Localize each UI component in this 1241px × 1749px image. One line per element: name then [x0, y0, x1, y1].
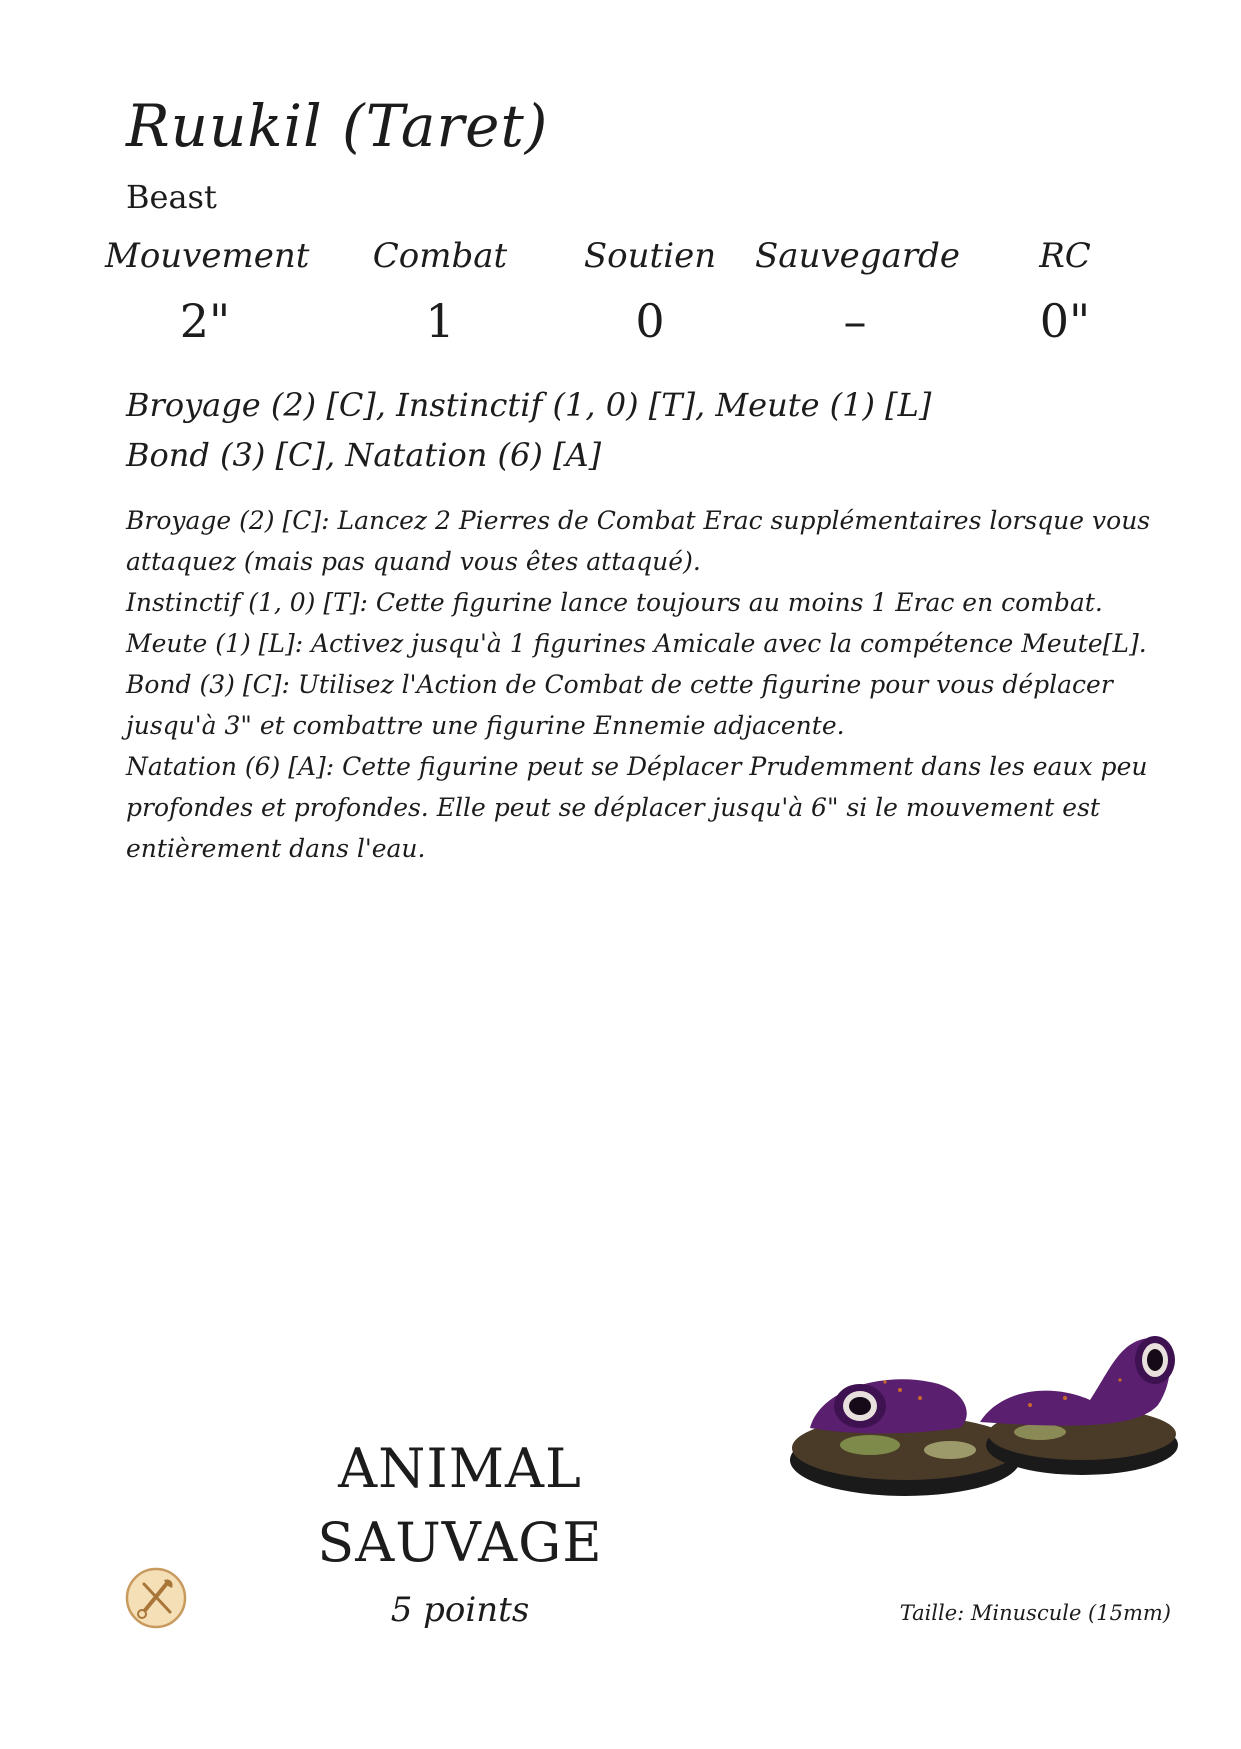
stat-label: Soutien — [583, 236, 717, 276]
stat-value: 1 — [425, 294, 455, 348]
stat-rc — [965, 236, 1165, 348]
abilities-summary — [126, 380, 931, 480]
ability-text-line: Natation (6) [A]: Cette figurine peut se Déplacer Prudemment dans les eaux peu — [126, 752, 1148, 781]
stat-value: – — [843, 294, 867, 348]
points-cost: 5 points — [390, 1590, 530, 1630]
stat-value: 0" — [1039, 294, 1091, 348]
miniature-photo — [790, 1310, 1180, 1510]
ability-text-line: Instinctif (1, 0) [T]: Cette figurine lance toujours au moins 1 Erac en combat. — [126, 588, 1103, 617]
category-label — [300, 1432, 620, 1580]
ability-text-line: profondes et profondes. Elle peut se déplacer jusqu'à 6" si le mouvement est — [126, 793, 1100, 822]
unit-type: Beast — [126, 178, 217, 216]
abilities-detail — [126, 500, 1151, 869]
ability-text-line: entièrement dans l'eau. — [126, 834, 426, 863]
stat-label: RC — [1039, 236, 1091, 276]
ability-text-line: Bond (3) [C]: Utilisez l'Action de Combat de cette figurine pour vous déplacer — [126, 670, 1113, 699]
stat-support — [550, 236, 750, 348]
ability-text-line: jusqu'à 3" et combattre une figurine Ennemie adjacente. — [126, 711, 845, 740]
stat-value: 0 — [635, 294, 665, 348]
stat-movement — [105, 236, 310, 348]
stat-label: Mouvement — [105, 236, 310, 276]
ability-text-line: Meute (1) [L]: Activez jusqu'à 1 figurines Amicale avec la compétence Meute[L]. — [126, 629, 1147, 658]
category-line: SAUVAGE — [317, 1511, 603, 1574]
stat-label: Combat — [372, 236, 508, 276]
stat-label: Sauvegarde — [755, 236, 960, 276]
stats-row — [105, 236, 1100, 348]
stat-save — [755, 236, 960, 348]
crossed-tools-emblem-icon — [124, 1566, 188, 1630]
category-line: ANIMAL — [338, 1437, 582, 1500]
unit-name: Ruukil (Taret) — [126, 92, 549, 160]
size-label: Taille: Minuscule (15mm) — [899, 1601, 1171, 1625]
ability-text-line: attaquez (mais pas quand vous êtes attaqué). — [126, 547, 701, 576]
abilities-summary-line: Bond (3) [C], Natation (6) [A] — [126, 436, 602, 474]
ability-text-line: Broyage (2) [C]: Lancez 2 Pierres de Combat Erac supplémentaires lorsque vous — [126, 506, 1151, 535]
abilities-summary-line: Broyage (2) [C], Instinctif (1, 0) [T], Meute (1) [L] — [126, 386, 932, 424]
stat-combat — [340, 236, 540, 348]
stat-value: 2" — [179, 294, 231, 348]
